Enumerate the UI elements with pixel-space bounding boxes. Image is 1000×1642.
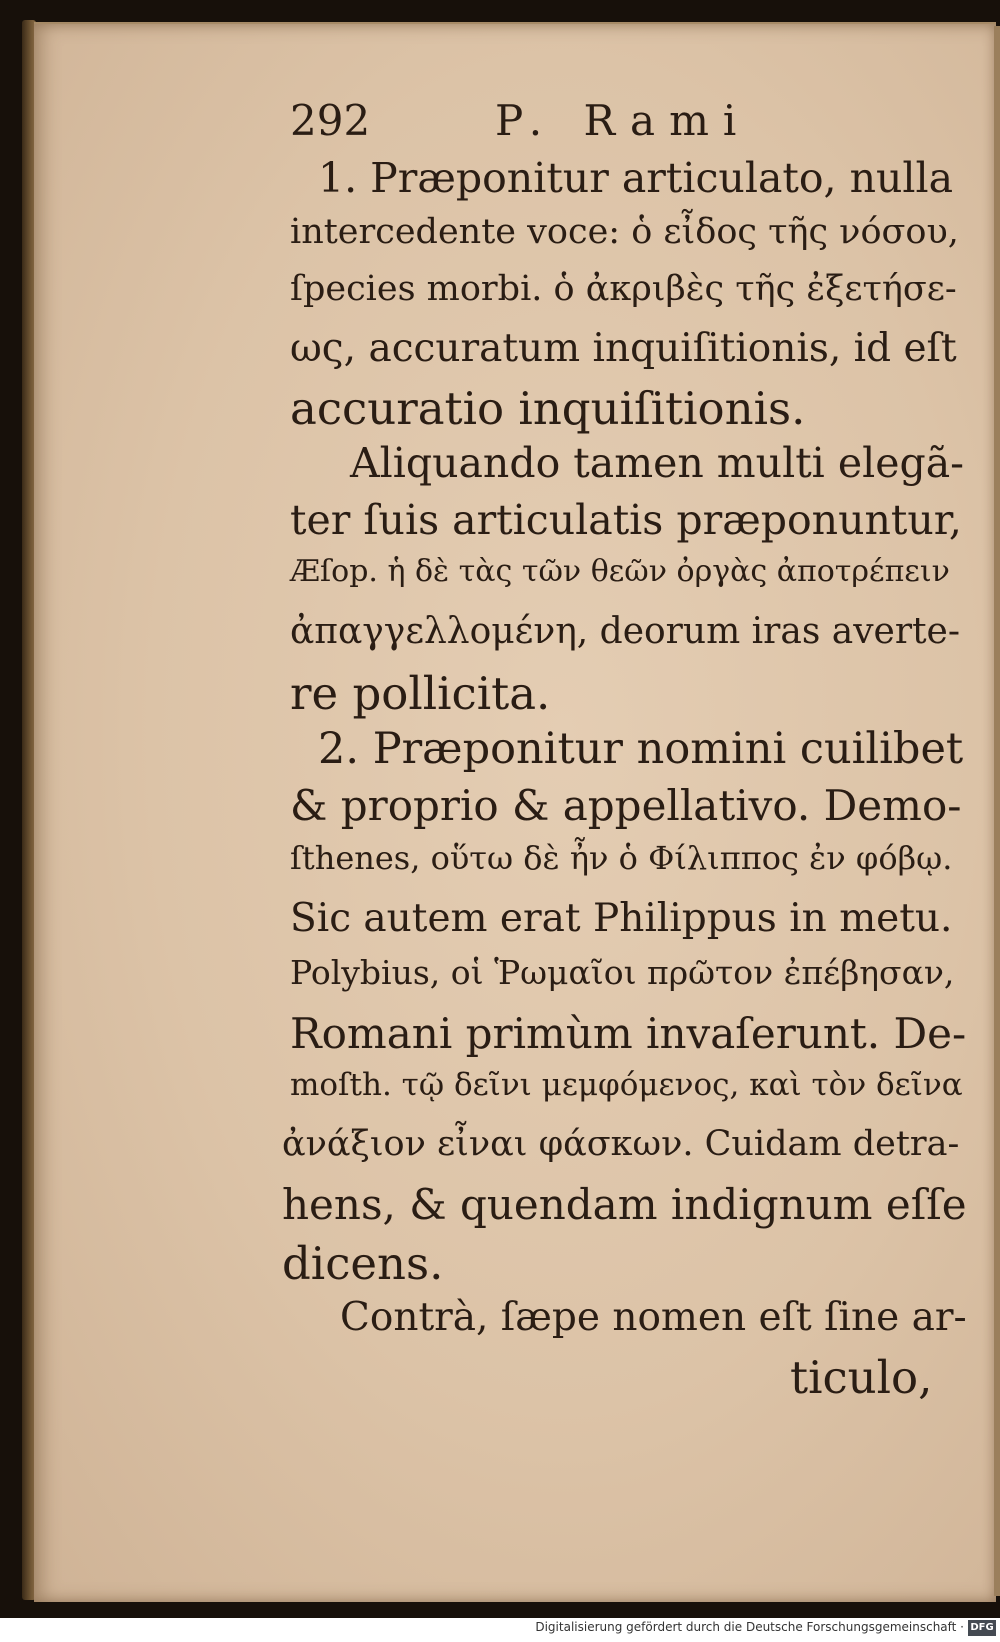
dfg-logo: DFG: [968, 1620, 996, 1636]
text-line: ter ſuis articulatis præponuntur,: [290, 496, 962, 544]
text-line: intercedente voce: ὁ εἶδος τῆς νόσου,: [290, 212, 959, 252]
catchword: ticulo,: [790, 1351, 933, 1404]
running-title: P. Rami: [495, 96, 751, 145]
text-line: Polybius, οἱ Ῥωμαῖοι πρῶτον ἐπέβησαν,: [290, 953, 955, 992]
digitization-credit: Digitalisierung gefördert durch die Deutsche Forschungsgemeinschaft ·: [535, 1620, 964, 1634]
text-line: ἀπαγγελλομένη, deorum iras averte-: [290, 611, 961, 652]
text-line: Sic autem erat Philippus in metu.: [290, 896, 953, 941]
page-fore-edge: [994, 26, 1000, 1596]
text-line: dicens.: [282, 1237, 444, 1290]
page-number: 292: [290, 96, 371, 145]
text-line: Romani primùm invaſerunt. De-: [290, 1009, 967, 1058]
text-line: Æſop. ἡ δὲ τὰς τῶν θεῶν ὀργὰς ἀποτρέπειν: [290, 554, 950, 589]
text-line: 1. Præponitur articulato, nulla: [318, 154, 954, 202]
text-line: ως, accuratum inquiſitionis, id eſt: [290, 326, 957, 371]
text-line: re pollicita.: [290, 667, 551, 720]
text-line: ἀνάξιον εἶναι φάσκων. Cuidam detra-: [282, 1124, 960, 1164]
text-line: moſth. τῷ δεῖνι μεμφόμενος, καὶ τὸν δεῖνα: [290, 1067, 963, 1103]
text-line: 2. Præponitur nomini cuilibet: [318, 724, 964, 774]
text-line: ſthenes, οὕτω δὲ ἦν ὁ Φίλιππος ἐν φόβῳ.: [290, 839, 953, 877]
text-line: ſpecies morbi. ὁ ἀκριβὲς τῆς ἐξετήσε-: [290, 269, 957, 309]
text-line: Aliquando tamen multi elegã-: [350, 439, 964, 487]
text-line: & proprio & appellativo. Demo-: [290, 781, 962, 830]
text-line: hens, & quendam indignum eſſe: [282, 1180, 967, 1229]
text-line: accuratio inquiſitionis.: [290, 382, 806, 435]
text-line: Contrà, ſæpe nomen eſt ſine ar-: [340, 1295, 967, 1340]
